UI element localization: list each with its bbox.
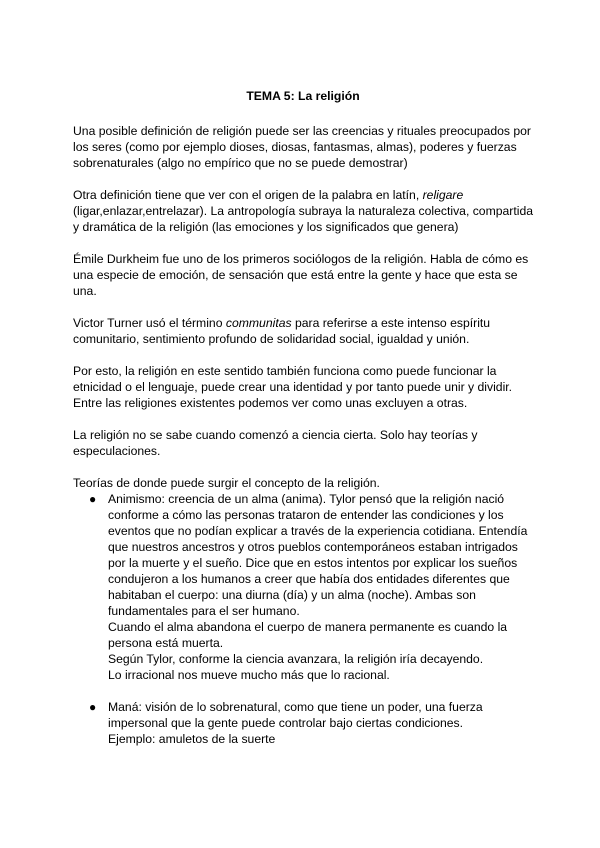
paragraph-identity: Por esto, la religión en este sentido también funciona como puede funcionar la etnicidad o el lenguaje, puede crear una identidad y por tanto puede unir y dividir. Entre las religiones existentes podemos ver como unas excluyen a otras. <box>73 364 513 410</box>
document-page <box>73 88 533 747</box>
mana-text: Maná: visión de lo sobrenatural, como que tiene un poder, una fuerza impersonal que la gente puede controlar bajo ciertas condiciones. <box>108 700 483 730</box>
paragraph-religare-text-1: Otra definición tiene que ver con el origen de la palabra en latín, <box>73 188 423 202</box>
paragraph-turner-text-1: Victor Turner usó el término <box>73 316 226 330</box>
page-title: TEMA 5: La religión <box>246 89 360 103</box>
animismo-tylor: Según Tylor, conforme la ciencia avanzara, la religión iría decayendo. <box>108 652 484 666</box>
list-intro: Teorías de donde puede surgir el concepto de la religión. <box>73 476 380 490</box>
paragraph-durkheim: Émile Durkheim fue uno de los primeros sociólogos de la religión. Habla de cómo es una especie de emoción, de sensación que está entre la gente y hace que esta se una. <box>73 252 529 298</box>
bullet-icon: ● <box>89 492 97 506</box>
paragraph-religare <box>73 187 533 235</box>
paragraph-turner-text-2: para referirse a este intenso espíritu comunitario, sentimiento profundo de solidaridad social, igualdad y unión. <box>73 316 491 346</box>
theories-list <box>73 491 533 747</box>
paragraph-religare-text-2: (ligar,enlazar,entrelazar). La antropología subraya la naturaleza colectiva, compartida y dramática de la religión (las emociones y los significados que genera) <box>73 204 533 234</box>
mana-example: Ejemplo: amuletos de la suerte <box>108 732 276 746</box>
list-item-mana <box>73 699 533 747</box>
bullet-icon: ● <box>89 700 97 714</box>
religare-term: religare <box>422 188 464 202</box>
paragraph-origin: La religión no se sabe cuando comenzó a ciencia cierta. Solo hay teorías y especulaciones. <box>73 428 478 458</box>
list-item-animismo <box>73 491 533 683</box>
communitas-term: communitas <box>225 316 292 330</box>
paragraph-definition: Una posible definición de religión puede ser las creencias y rituales preocupados por los seres (como por ejemplo dioses, diosas, fantasmas, almas), poderes y fuerzas sobrenaturales (algo no empírico que no se puede demostrar) <box>73 124 531 170</box>
paragraph-turner <box>73 315 533 347</box>
animismo-irrational: Lo irracional nos mueve mucho más que lo racional. <box>108 668 390 682</box>
animismo-text: Animismo: creencia de un alma (anima). Tylor pensó que la religión nació conforme a cómo las personas trataron de entender las condiciones y los eventos que no podían explicar a través de la experiencia cotidiana. Entendía que nuestros ancestros y otros pueblos contemporáneos estaban intrigados por la muerte y el sueño. Dice que en estos intentos por explicar los sueños condujeron a los humanos a creer que había dos entidades diferentes que habitaban el cuerpo: una diurna (día) y un alma (noche). Ambas son fundamentales para el ser humano. <box>108 492 528 618</box>
animismo-death: Cuando el alma abandona el cuerpo de manera permanente es cuando la persona está muerta. <box>108 620 508 650</box>
